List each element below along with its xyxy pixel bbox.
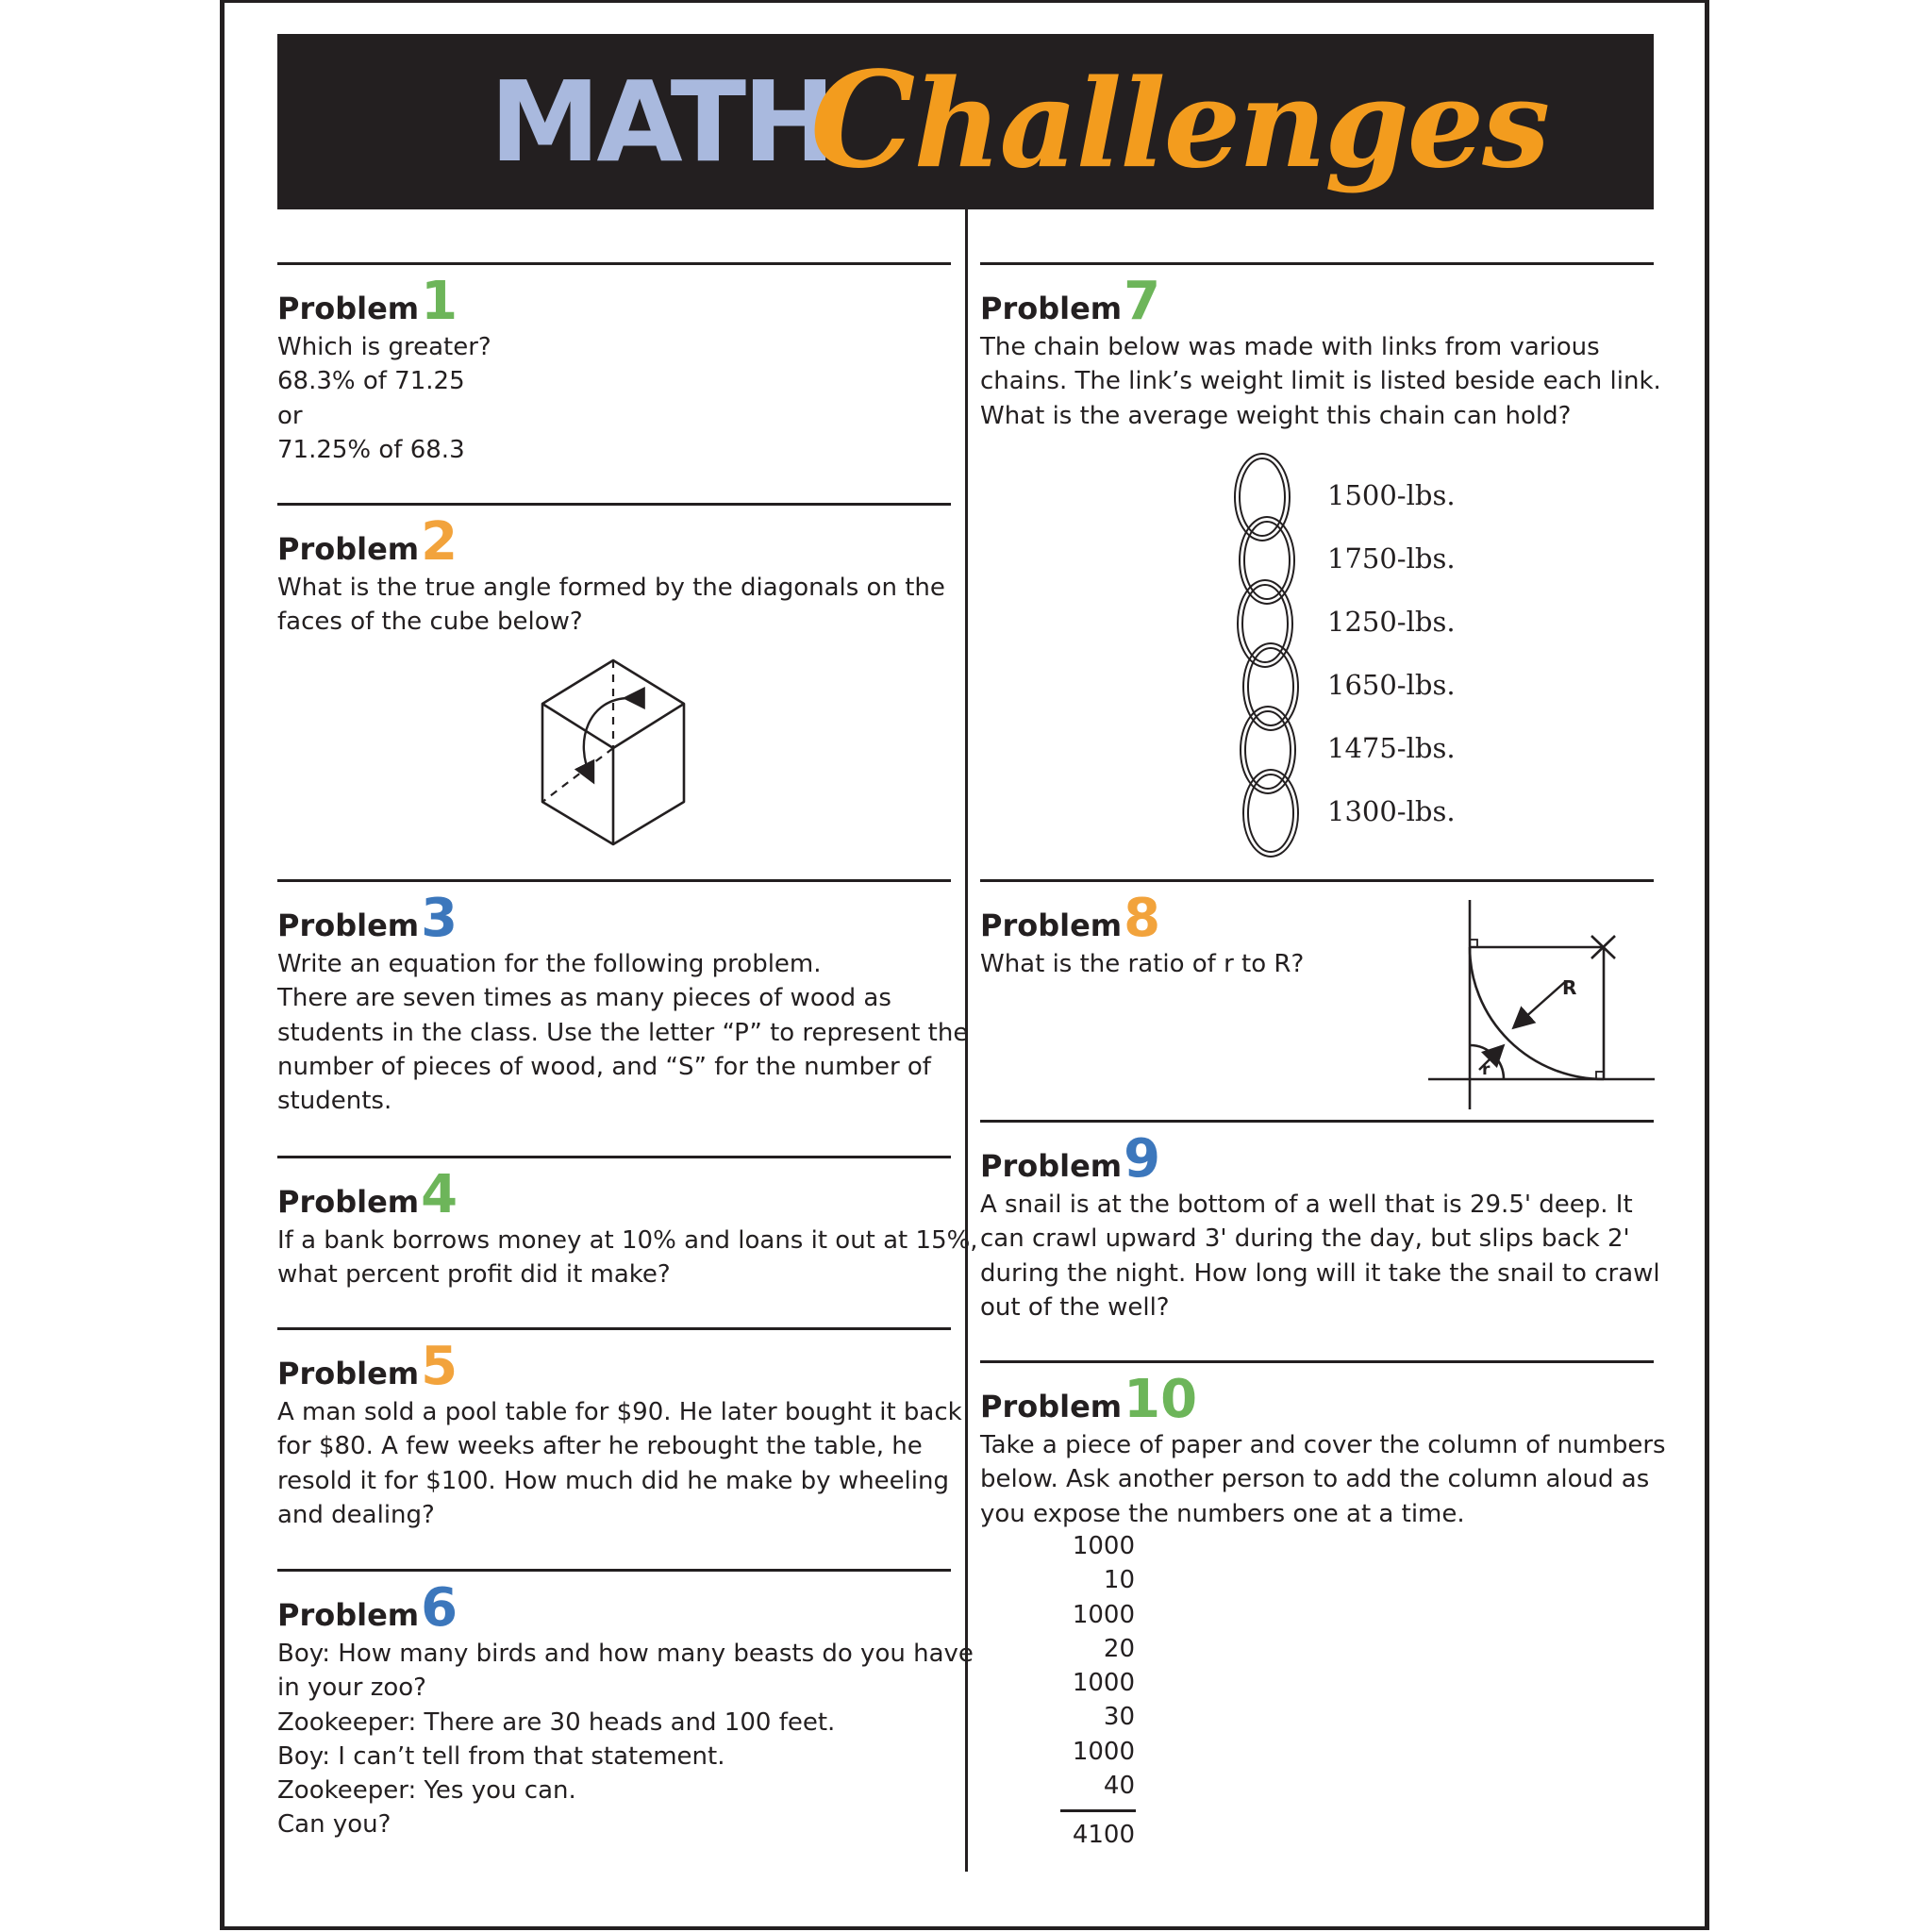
problem-7-text: The chain below was made with links from various chains. The link’s weight limit is listed beside each link. What is the average weight this chain can hold?: [980, 333, 1661, 430]
problem-9-text: A snail is at the bottom of a well that is 29.5' deep. It can crawl upward 3' during the day, but slips back 2' during the night. How long will it take the snail to crawl out of the well?: [980, 1191, 1660, 1322]
divider-rule: [980, 1360, 1654, 1363]
chain-label-5: 1475-lbs.: [1327, 732, 1456, 764]
problem-1-text: Which is greater? 68.3% of 71.25 or 71.25% of 68.3: [277, 333, 491, 464]
problem-5-text: A man sold a pool table for $90. He later bought it back for $80. A few weeks after he rebought the table, he resold it for $100. How much did he make by wheeling and dealing?: [277, 1398, 962, 1529]
problem-6-text: Boy: How many birds and how many beasts do you have in your zoo? Zookeeper: There are 30 heads and 100 feet. Boy: I can’t tell from that statement. Zookeeper: Yes you can. Can you?: [277, 1640, 974, 1840]
column-sum: 4100: [1072, 1821, 1135, 1849]
chain-label-6: 1300-lbs.: [1327, 795, 1456, 827]
chain-label-2: 1750-lbs.: [1327, 542, 1456, 575]
problem-7-title: Problem7: [980, 271, 1161, 332]
cube-diagram: [533, 651, 693, 849]
divider-rule: [277, 1156, 951, 1158]
problem-6-title: Problem6: [277, 1577, 458, 1639]
label-R: R: [1562, 976, 1577, 999]
problem-5-title: Problem5: [277, 1336, 458, 1397]
divider-rule: [277, 879, 951, 882]
circle-ratio-diagram: [1424, 896, 1656, 1113]
chain-label-4: 1650-lbs.: [1327, 669, 1456, 701]
number-column: 1000 10 1000 20 1000 30 1000 40: [1072, 1532, 1135, 1801]
divider-rule: [277, 262, 951, 265]
problem-10-text: Take a piece of paper and cover the column of numbers below. Ask another person to add the column aloud as you expose the numbers one at a time.: [980, 1431, 1666, 1528]
title-banner: [277, 34, 1654, 209]
divider-rule: [277, 503, 951, 506]
label-r: r: [1482, 1060, 1491, 1079]
problem-4-title: Problem4: [277, 1164, 458, 1225]
chain-label-3: 1250-lbs.: [1327, 606, 1456, 638]
problem-2-title: Problem2: [277, 511, 458, 573]
divider-rule: [277, 1569, 951, 1572]
problem-8-title: Problem8: [980, 888, 1161, 949]
problem-4-text: If a bank borrows money at 10% and loans it out at 15%, what percent profit did it make?: [277, 1226, 978, 1290]
problem-9-title: Problem9: [980, 1128, 1161, 1190]
problem-1-title: Problem1: [277, 271, 458, 332]
divider-rule: [980, 1120, 1654, 1123]
title-math: MATH: [490, 57, 832, 187]
problem-2-text: What is the true angle formed by the diagonals on the faces of the cube below?: [277, 574, 945, 637]
sum-rule: [1060, 1809, 1136, 1812]
title-challenges: Challenges: [810, 43, 1549, 198]
divider-rule: [277, 1327, 951, 1330]
problem-3-title: Problem3: [277, 888, 458, 949]
problem-3-text: Write an equation for the following problem. There are seven times as many pieces of wood as students in the class. Use the letter “P” to represent the number of pieces of wood, and “S” for the number of students.: [277, 950, 969, 1116]
problem-8-text: What is the ratio of r to R?: [980, 950, 1305, 978]
problem-10-title: Problem10: [980, 1369, 1198, 1430]
divider-rule: [980, 879, 1654, 882]
divider-rule: [980, 262, 1654, 265]
chain-label-1: 1500-lbs.: [1327, 479, 1456, 511]
chain-diagram: [1222, 453, 1467, 858]
